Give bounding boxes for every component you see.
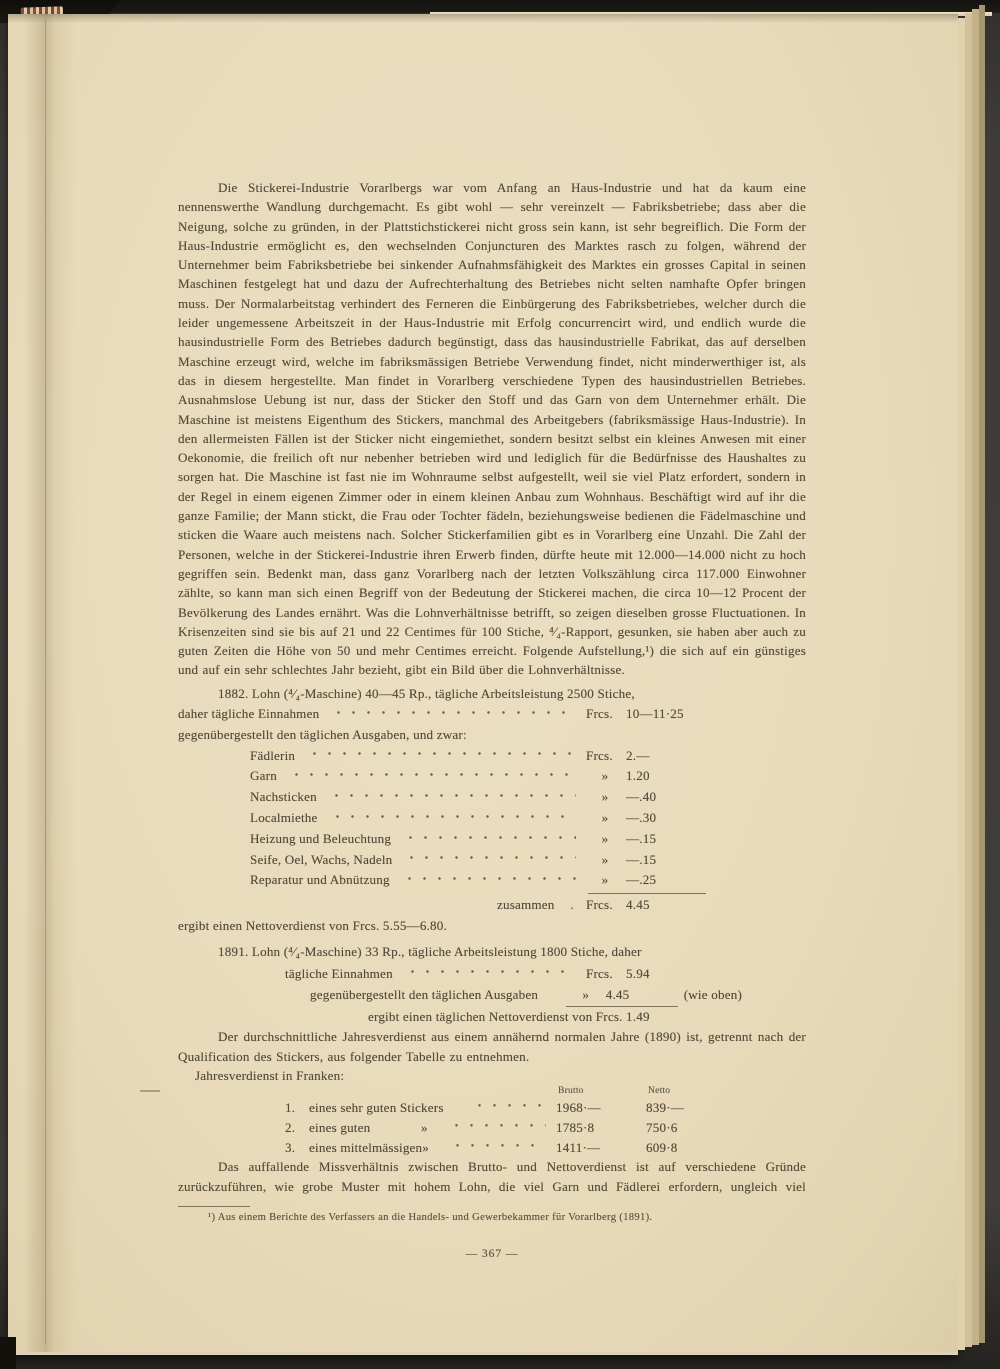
expense-value: —.25 (626, 872, 657, 888)
netto-value: 750·6 (646, 1119, 678, 1135)
expense-value: —.30 (626, 809, 657, 825)
dot-leader (289, 766, 576, 787)
expense-row (178, 766, 806, 787)
paragraph-conclusion: Das auffallende Missverhältnis zwischen Brutto- und Nettoverdienst ist auf verschiedene Gründe zurückzuführen, wie grobe Muster mit hohem Lohn, die viel Garn und Fädlerei erfordern, ungleich viel (178, 1159, 806, 1194)
footnote: ¹) Aus einem Berichte des Verfassers an die Handels- und Gewerbekammer für Vorarlberg (1891). (208, 1211, 653, 1223)
dot-leader (330, 808, 576, 829)
dot-leader (404, 850, 576, 871)
ditto-mark: » (421, 1119, 428, 1135)
row-1891-income (178, 963, 806, 984)
expense-label: Heizung und Beleuchtung (250, 830, 392, 846)
line-expenses-intro: gegenübergestellt den täglichen Ausgaben, und zwar: (178, 727, 467, 743)
stacked-page-edge (958, 18, 965, 1350)
section-1882 (178, 684, 806, 937)
row-label: eines mittelmässigen (309, 1139, 423, 1155)
brutto-value: 1411·— (556, 1139, 601, 1155)
row-label: eines sehr guten Stickers (309, 1099, 444, 1115)
row-number: 1. (285, 1099, 296, 1115)
dot-leader (472, 1098, 546, 1118)
brutto-value: 1785·8 (556, 1119, 595, 1135)
expense-note: (wie oben) (683, 986, 742, 1002)
footnote-block (178, 1206, 806, 1225)
row-1882-income (178, 704, 806, 725)
expense-row (178, 808, 806, 829)
page-gutter-shadow (24, 14, 76, 1352)
dot-leader (403, 829, 576, 850)
earnings-column-headers (178, 1085, 806, 1098)
stacked-page-edge (979, 5, 985, 1343)
ditto-mark: » (422, 1139, 430, 1155)
expense-label: Fädlerin (250, 747, 296, 763)
dot-leader (405, 963, 576, 984)
currency-mark: » (601, 830, 609, 846)
income-value: 10—11·25 (626, 706, 684, 722)
expense-table (178, 746, 806, 916)
expense-label: gegenübergestellt den täglichen Ausgaben (310, 986, 539, 1002)
line-1882-net: ergibt einen Nettoverdienst von Frcs. 5.55—6.80. (178, 917, 447, 933)
total-rule (588, 893, 706, 894)
earnings-row (178, 1098, 806, 1118)
expense-row (178, 787, 806, 808)
income-value: 5.94 (626, 965, 650, 981)
expense-value: 4.45 (605, 986, 630, 1002)
expense-row (178, 850, 806, 871)
row-number: 2. (285, 1119, 296, 1135)
currency-mark: » (582, 986, 590, 1002)
currency-mark: » (601, 851, 609, 867)
text-block (178, 178, 806, 1260)
footnote-rule (178, 1206, 250, 1207)
total-label: zusammen (497, 897, 555, 913)
row-label: eines guten (309, 1119, 371, 1135)
currency-label: Frcs. (586, 897, 613, 913)
expense-label: Localmiethe (250, 809, 318, 825)
netto-value: 609·8 (646, 1139, 678, 1155)
line-1891-net: ergibt einen täglichen Nettoverdienst von Frcs. 1.49 (368, 1008, 650, 1024)
expense-value: —.15 (626, 851, 657, 867)
earnings-table (178, 1066, 806, 1157)
currency-mark: » (601, 872, 609, 888)
currency-mark: » (601, 789, 609, 805)
dot-leader (449, 1118, 546, 1138)
expense-row (178, 870, 806, 891)
earnings-row (178, 1118, 806, 1138)
spine-bottom-corner (0, 1337, 16, 1369)
earnings-row (178, 1138, 806, 1158)
expense-value: —.15 (626, 830, 657, 846)
row-number: 3. (285, 1139, 296, 1155)
paragraph-year-average: Der durchschnittliche Jahresverdienst aus einem annähernd normalen Jahre (1890) ist, getrennt nach der Qualification des Stickers, aus folgender Tabelle zu entnehmen. (178, 1029, 806, 1064)
expense-value: 2.— (626, 747, 650, 763)
expense-label: Reparatur und Abnützung (250, 872, 390, 888)
stacked-page-edge (972, 9, 979, 1345)
dot-leader (402, 870, 576, 891)
currency-label: Frcs. (586, 965, 613, 981)
income-label: tägliche Einnahmen (285, 965, 393, 981)
column-header-netto: Netto (648, 1084, 671, 1096)
earnings-caption: Jahresverdienst in Franken: (195, 1067, 345, 1083)
currency-mark: Frcs. (586, 747, 613, 763)
currency-mark: » (601, 809, 609, 825)
expense-total-row (178, 895, 806, 916)
column-header-brutto: Brutto (558, 1084, 584, 1096)
currency-mark: » (601, 768, 609, 784)
line-1891-intro: 1891. Lohn (⁴⁄₄-Maschine) 33 Rp., tägliche Arbeitsleistung 1800 Stiche, daher (218, 944, 642, 960)
page-fold-line (45, 20, 46, 1345)
expense-label: Nachsticken (250, 789, 317, 805)
currency-label: Frcs. (586, 706, 613, 722)
expense-value: 1.20 (626, 768, 650, 784)
total-dot: . (570, 897, 574, 913)
dot-leader (450, 1138, 546, 1158)
paragraph-main: Die Stickerei-Industrie Vorarlbergs war vom Anfang an Haus-Industrie und hat da kaum eine nennenswerthe Wandlung durchgemacht. Es gibt wohl — sehr vereinzelt — Fabriksbetriebe; dass aber die Neigung, solche zu gründen, in der Plattstichstickerei nicht gross sein kann, ist sehr begreiflich. Die Form der Haus-Industrie ermöglicht es, den wechselnden Conjuncturen des Marktes rasch zu folgen, während der Unternehmer beim Fabriksbetriebe bei sinkender Aufnahmsfähigkeit des Marktes ein grosses Capital in seinen Maschinen festgelegt hat und dazu der Aufrechterhaltung des Betriebes nicht selten namhafte Opfer bringen muss. Der Normalarbeitstag verhindert des Ferneren die Einbürgerung des Fabriksbetriebes, welcher durch die leider ungemessene Arbeitszeit in der Haus-Industrie mit Erfolg concurrencirt wird, und endlich wurde die hausindustrielle Form des Betriebes dadurch begünstigt, dass das hausindustrielle Fabrikat, das auf derselben Maschine erzeugt wird, welche im fabriksmässigen Betriebe Verwendung findet, nicht minderwerthiger ist, als das in diesem hergestellte. Man findet in Vorarlberg verschiedene Typen des hausindustriellen Betriebes. Ausnahmslose Uebung ist nur, dass der Sticker den Stoff und das Garn von dem Unternehmer erhält. Die Maschine ist meistens Eigenthum des Stickers, manchmal des Arbeitgebers (fabriksmässige Haus-Industrie). In den allermeisten Fällen ist der Sticker nicht eingemiethet, sondern besitzt selbst ein kleines Anwesen mit einer Oekonomie, die freilich oft nur nebenher betrieben wird und lediglich für die Bedürfnisse des Haushaltes zu sorgen hat. Die Maschine ist fast nie im Wohnraume selbst aufgestellt, weil sie viel Platz erfordert, sondern in der Regel in einem eigenen Zimmer oder in einem kleinen Anbau zum Wohnhaus. Beschäftigt wird auf ihr die ganze Familie; der Mann stickt, die Frau oder Tochter fädeln, beziehungsweise bedienen die Fädelmaschine und sticken die Waare auch meistens nach. Solcher Stickerfamilien gibt es in Vorarlberg eine Unzahl. Die Zahl der Personen, welche in der Stickerei-Industrie ihren Erwerb finden, dürfte heute mit 12.000—14.000 nicht zu hoch gegriffen sein. Bedenkt man, dass ganz Vorarlberg nach der letzten Volkszählung circa 117.000 Einwohner zählte, so kann man sich einen Begriff von der Bedeutung der Stickerei machen, die circa 10—12 Procent der Bevölkerung des Landes ernährt. Was die Lohnverhältnisse betrifft, so zeigen dieselben grosse Fluctuationen. In Krisenzeiten sind sie bis auf 21 und 22 Centimes für 100 Stiche, ⁴⁄₄-Rapport, gesunken, sie haben aber auch zu guten Zeiten die Höhe von 50 und mehr Centimes erreicht. Folgende Aufstellung,¹) die sich auf ein günstiges und auf ein sehr schlechtes Jahr bezieht, gibt ein Bild über die Lohnverhältnisse. (178, 180, 806, 678)
expense-label: Seife, Oel, Wachs, Nadeln (250, 851, 393, 867)
page-paper (8, 14, 958, 1352)
income-label: daher tägliche Einnahmen (178, 706, 320, 722)
expense-row (178, 746, 806, 767)
margin-mark (140, 1090, 160, 1092)
expense-label: Garn (250, 768, 277, 784)
dot-leader (331, 704, 576, 725)
dot-leader (307, 746, 576, 767)
dot-leader (550, 984, 556, 1007)
expense-row (178, 829, 806, 850)
underlined-amount (566, 984, 678, 1007)
row-1891-expense (178, 984, 806, 1007)
page-number: — 367 — (465, 1246, 519, 1260)
line-1882-intro: 1882. Lohn (⁴⁄₄-Maschine) 40—45 Rp., tägliche Arbeitsleistung 2500 Stiche, (218, 685, 635, 701)
dot-leader (329, 787, 576, 808)
brutto-value: 1968·— (556, 1099, 601, 1115)
total-value: 4.45 (626, 897, 650, 913)
expense-value: —.40 (626, 789, 657, 805)
section-1891 (178, 942, 806, 1027)
netto-value: 839·— (646, 1099, 685, 1115)
stacked-page-edge (965, 13, 972, 1347)
